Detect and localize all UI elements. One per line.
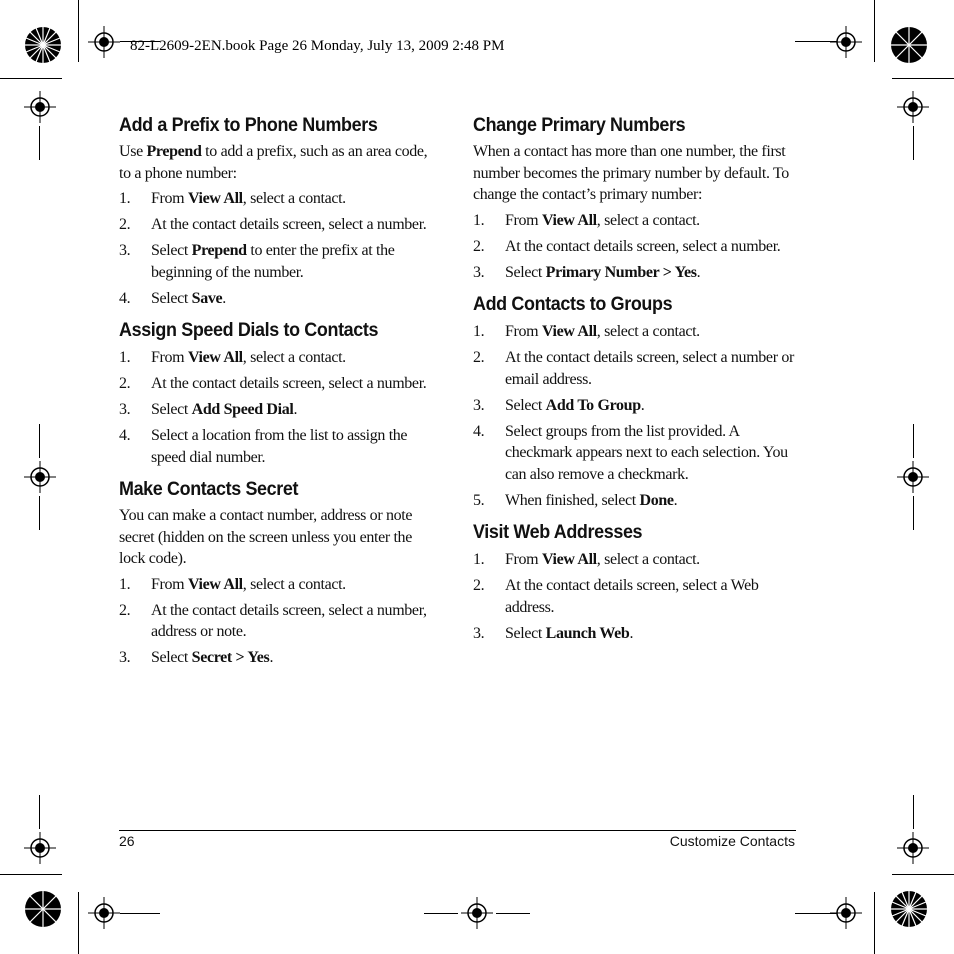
- registration-mark-bottom-b: [461, 897, 493, 929]
- steps-list: [119, 574, 441, 669]
- steps-list: [119, 188, 441, 309]
- registration-mark-right-mid: [897, 461, 929, 493]
- menu-term: Done: [639, 491, 674, 509]
- step-item: [473, 490, 795, 512]
- step-number: 1.: [473, 211, 485, 229]
- text-run: Select: [151, 242, 192, 259]
- steps-list: [473, 321, 795, 511]
- text-run: to enter the prefix at the beginning of the number.: [151, 242, 395, 281]
- text-run: .: [673, 491, 678, 509]
- footer-rule: [119, 830, 796, 831]
- step-number: 1.: [119, 575, 131, 593]
- text-run: , select a contact.: [596, 323, 700, 340]
- text-run: , select a contact.: [596, 551, 700, 568]
- section-intro: [119, 505, 441, 570]
- step-number: 4.: [119, 289, 131, 307]
- text-run: .: [629, 624, 634, 642]
- text-run: Select: [505, 396, 546, 414]
- registration-mark-top-a: [88, 26, 120, 58]
- crop-line: [874, 0, 875, 62]
- section-title: Assign Speed Dials to Contacts: [119, 319, 379, 341]
- step-item: [119, 373, 441, 395]
- step-item: [119, 188, 441, 210]
- text-run: At the contact details screen, select a number or email address.: [505, 349, 794, 388]
- step-item: [119, 288, 441, 310]
- registration-mark-left-top: [24, 91, 56, 123]
- text-run: At the contact details screen, select a Web address.: [505, 577, 759, 616]
- menu-term: Add Speed Dial: [191, 401, 294, 418]
- step-number: 1.: [473, 323, 485, 340]
- steps-list: [119, 347, 441, 468]
- menu-term: View All: [187, 349, 243, 366]
- step-item: [119, 647, 441, 669]
- crop-line: [0, 874, 62, 875]
- steps-list: [473, 549, 795, 644]
- step-number: 4.: [473, 422, 485, 440]
- menu-term: View All: [541, 551, 597, 568]
- step-number: 1.: [473, 551, 485, 568]
- section-title: Visit Web Addresses: [473, 521, 643, 543]
- step-number: 2.: [119, 375, 131, 392]
- step-item: [119, 240, 441, 283]
- crop-line: [39, 496, 40, 530]
- text-run: Select a location from the list to assign the speed dial number.: [151, 427, 408, 466]
- text-run: When a contact has more than one number, the first number becomes the primary number by default. To change the contact’s primary number:: [473, 143, 789, 203]
- text-run: From: [151, 349, 188, 366]
- step-number: 2.: [473, 349, 485, 366]
- starburst-mark-top-right: [890, 26, 928, 64]
- text-run: Use: [119, 143, 147, 160]
- text-run: to add a prefix, such as an area code, to a phone number:: [119, 143, 428, 182]
- menu-term: View All: [187, 575, 243, 593]
- registration-mark-left-mid: [24, 461, 56, 493]
- step-item: [473, 262, 795, 284]
- section-title: Add Contacts to Groups: [473, 293, 673, 315]
- text-run: Select: [505, 263, 546, 281]
- chapter-title: Customize Contacts: [669, 833, 795, 849]
- crop-line: [892, 78, 954, 79]
- text-run: From: [505, 323, 542, 340]
- crop-line: [913, 126, 914, 160]
- menu-term: Launch Web: [545, 624, 630, 642]
- crop-line: [913, 496, 914, 530]
- crop-line: [39, 424, 40, 458]
- crop-line: [424, 913, 458, 914]
- text-run: At the contact details screen, select a number, address or note.: [151, 601, 427, 640]
- step-number: 3.: [119, 649, 131, 666]
- step-item: [473, 321, 795, 343]
- step-number: 1.: [119, 349, 131, 366]
- menu-term: Add To Group: [545, 396, 641, 414]
- step-number: 5.: [473, 491, 485, 509]
- text-run: From: [505, 211, 542, 229]
- step-number: 2.: [473, 237, 485, 255]
- crop-line: [874, 892, 875, 954]
- step-item: [473, 575, 795, 618]
- registration-mark-right-top: [897, 91, 929, 123]
- section-title: Add a Prefix to Phone Numbers: [119, 114, 378, 136]
- text-run: Select: [505, 624, 546, 642]
- menu-term: Prepend: [146, 143, 202, 160]
- text-run: From: [151, 190, 188, 207]
- steps-list: [473, 210, 795, 284]
- step-number: 2.: [473, 577, 485, 594]
- crop-line: [39, 795, 40, 829]
- section-intro: [473, 141, 795, 206]
- step-item: [473, 395, 795, 417]
- section-title: Make Contacts Secret: [119, 478, 299, 500]
- crop-line: [496, 913, 530, 914]
- text-run: .: [640, 396, 645, 414]
- step-item: [473, 236, 795, 258]
- crop-line: [795, 913, 837, 914]
- book-info-header: 82-L2609-2EN.book Page 26 Monday, July 13, 2009 2:48 PM: [130, 38, 505, 54]
- text-run: At the contact details screen, select a number.: [151, 216, 427, 233]
- text-run: From: [505, 551, 542, 568]
- menu-term: Prepend: [191, 242, 247, 259]
- starburst-mark-top-left: [24, 26, 62, 64]
- step-item: [473, 623, 795, 645]
- section: [119, 112, 441, 309]
- text-run: .: [222, 289, 226, 307]
- step-number: 3.: [119, 242, 131, 259]
- crop-line: [39, 126, 40, 160]
- registration-mark-left-bottom: [24, 832, 56, 864]
- step-number: 2.: [119, 216, 131, 233]
- step-item: [473, 210, 795, 232]
- step-item: [119, 600, 441, 643]
- step-number: 3.: [473, 396, 485, 414]
- page-number: 26: [119, 833, 135, 849]
- crop-line: [120, 913, 160, 914]
- step-number: 3.: [473, 263, 485, 281]
- menu-term: View All: [187, 190, 243, 207]
- registration-mark-top-b: [830, 26, 862, 58]
- menu-term: Primary Number > Yes: [545, 263, 697, 281]
- right-column: [473, 112, 795, 649]
- menu-term: View All: [541, 211, 597, 229]
- section-intro: [119, 141, 441, 184]
- section: [119, 476, 441, 669]
- text-run: Select: [151, 289, 192, 307]
- text-run: .: [269, 649, 274, 666]
- text-run: Select groups from the list provided. A checkmark appears next to each selection. You can also remove a checkmark.: [505, 422, 788, 483]
- step-item: [119, 425, 441, 468]
- crop-line: [913, 795, 914, 829]
- step-item: [473, 347, 795, 390]
- menu-term: Secret > Yes: [191, 649, 270, 666]
- menu-term: Save: [191, 289, 223, 307]
- text-run: , select a contact.: [242, 190, 346, 207]
- text-run: You can make a contact number, address or note secret (hidden on the screen unless you enter the lock code).: [119, 507, 413, 567]
- text-run: Select: [151, 401, 192, 418]
- step-number: 4.: [119, 427, 131, 444]
- text-run: , select a contact.: [596, 211, 700, 229]
- crop-line: [78, 0, 79, 62]
- registration-mark-bottom-a: [88, 897, 120, 929]
- crop-line: [913, 424, 914, 458]
- step-number: 3.: [473, 624, 485, 642]
- crop-line: [78, 892, 79, 954]
- text-run: From: [151, 575, 188, 593]
- step-number: 2.: [119, 601, 131, 619]
- step-item: [119, 399, 441, 421]
- text-run: .: [696, 263, 701, 281]
- step-item: [119, 347, 441, 369]
- text-run: , select a contact.: [242, 349, 346, 366]
- section: [473, 519, 795, 644]
- section: [473, 291, 795, 511]
- step-item: [119, 574, 441, 596]
- step-item: [119, 214, 441, 236]
- crop-line: [795, 41, 837, 42]
- section: [119, 317, 441, 468]
- text-run: , select a contact.: [242, 575, 346, 593]
- crop-line: [892, 874, 954, 875]
- section-title: Change Primary Numbers: [473, 114, 686, 136]
- menu-term: View All: [541, 323, 597, 340]
- left-column: [119, 112, 441, 673]
- starburst-mark-bottom-right: [890, 890, 928, 928]
- crop-line: [0, 78, 62, 79]
- text-run: When finished, select: [505, 491, 640, 509]
- step-number: 1.: [119, 190, 131, 207]
- step-item: [473, 421, 795, 486]
- step-number: 3.: [119, 401, 131, 418]
- registration-mark-right-bottom: [897, 832, 929, 864]
- text-run: .: [293, 401, 298, 418]
- starburst-mark-bottom-left: [24, 890, 62, 928]
- text-run: At the contact details screen, select a number.: [505, 237, 781, 255]
- section: [473, 112, 795, 283]
- text-run: Select: [151, 649, 192, 666]
- step-item: [473, 549, 795, 571]
- text-run: At the contact details screen, select a number.: [151, 375, 427, 392]
